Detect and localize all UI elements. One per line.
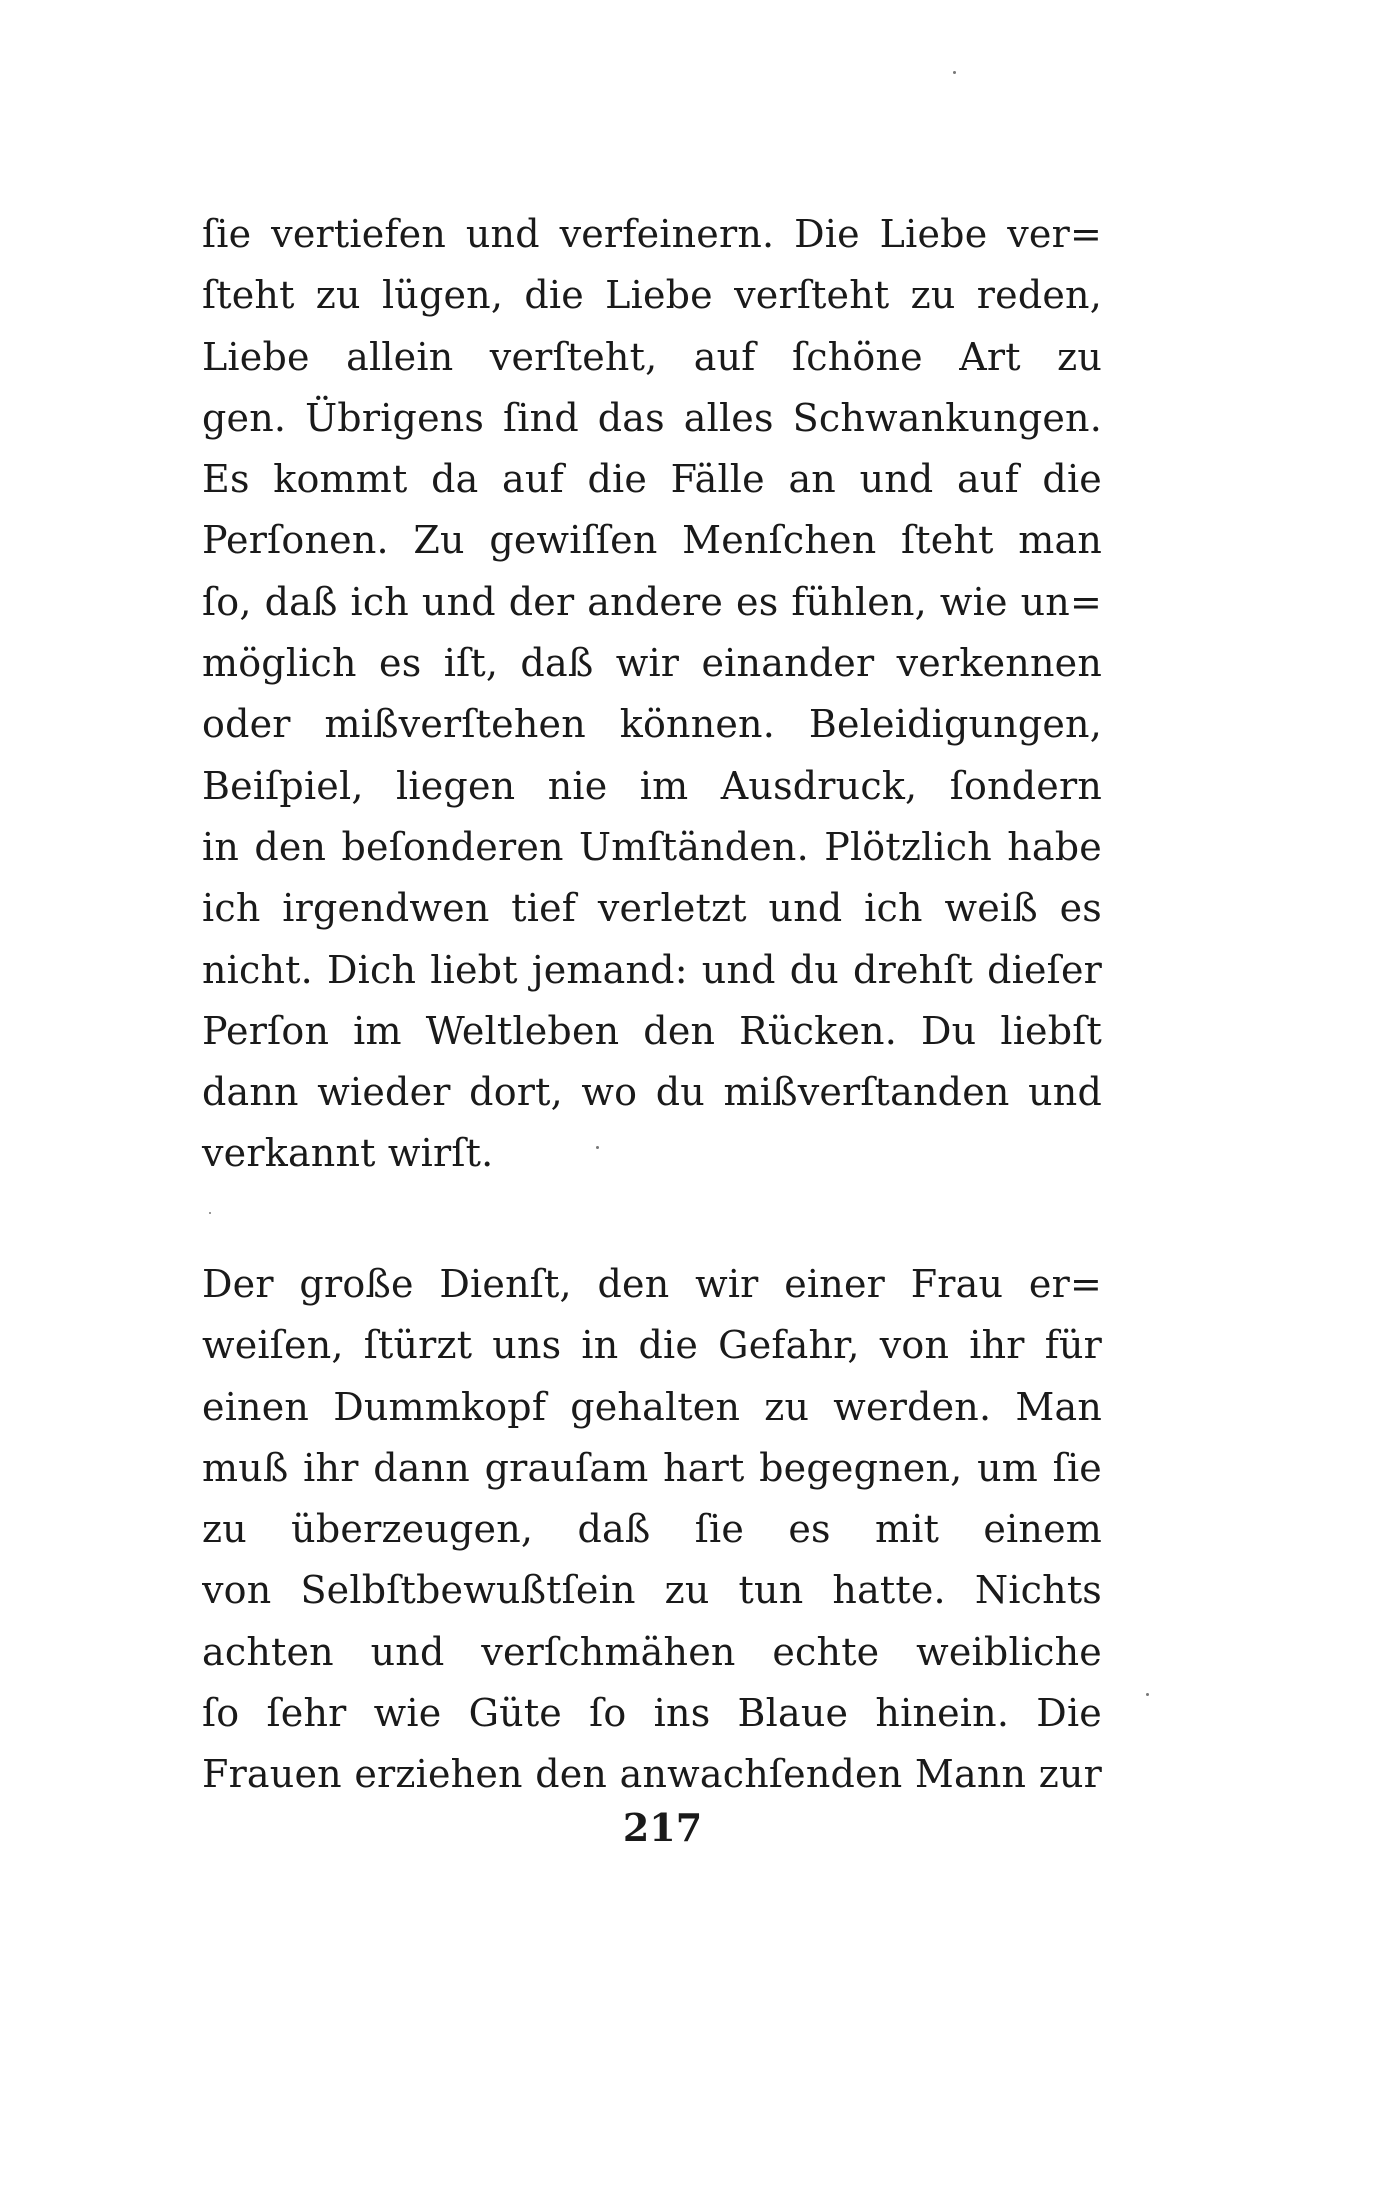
page-number-text: 217 bbox=[622, 1805, 703, 1850]
text-line: achten und verſchmähen echte weibliche bbox=[202, 1629, 1102, 1674]
text-line: einen Dummkopf gehalten zu werden. Man bbox=[202, 1384, 1102, 1429]
paper-speck bbox=[596, 1146, 599, 1149]
text-line: Perſonen. Zu gewiſſen Menſchen ſteht man bbox=[202, 518, 1102, 563]
text-line: Es kommt da auf die Fälle an und auf die bbox=[202, 457, 1102, 502]
text-line: nicht. Dich liebt jemand: und du drehſt dieſer bbox=[202, 947, 1102, 992]
text-line: oder mißverſtehen können. Beleidigungen, bbox=[202, 702, 1102, 747]
text-line: ſie vertiefen und verfeinern. Die Liebe ver= bbox=[202, 212, 1102, 256]
text-line: gen. Übrigens ſind das alles Schwankungen. bbox=[202, 395, 1102, 440]
text-line: Perſon im Weltleben den Rücken. Du liebſt bbox=[202, 1008, 1102, 1053]
text-line: Frauen erziehen den anwachſenden Mann zur bbox=[202, 1752, 1102, 1797]
text-line: Liebe allein verſteht, auf ſchöne Art zu bbox=[202, 334, 1102, 379]
paragraph-1 bbox=[202, 204, 1102, 1185]
text-line: ſo ſehr wie Güte ſo ins Blaue hinein. Die bbox=[202, 1691, 1102, 1736]
page-number bbox=[0, 1805, 1383, 1850]
text-line: ich irgendwen tief verletzt und ich weiß es bbox=[202, 886, 1102, 931]
text-line: Der große Dienſt, den wir einer Frau er= bbox=[202, 1262, 1102, 1306]
text-line: Beiſpiel, liegen nie im Ausdruck, ſondern bbox=[202, 763, 1102, 808]
paper-speck bbox=[953, 71, 956, 74]
text-line: weiſen, ſtürzt uns in die Gefahr, von ihr für bbox=[202, 1323, 1102, 1368]
text-line: zu überzeugen, daß ſie es mit einem bbox=[202, 1507, 1102, 1552]
paragraph-2 bbox=[202, 1254, 1102, 1806]
paper-speck bbox=[209, 1212, 211, 1214]
text-line: ſteht zu lügen, die Liebe verſteht zu reden, bbox=[202, 273, 1102, 318]
paper-speck bbox=[1146, 1693, 1149, 1696]
text-line-last: verkannt wirſt. bbox=[202, 1131, 494, 1176]
text-line: in den beſonderen Umſtänden. Plötzlich habe bbox=[202, 824, 1102, 869]
text-line: von Selbſtbewußtſein zu tun hatte. Nichts bbox=[202, 1568, 1102, 1613]
text-line: dann wieder dort, wo du mißverſtanden und bbox=[202, 1070, 1102, 1115]
text-line: ſo, daß ich und der andere es fühlen, wie un= bbox=[202, 579, 1102, 624]
text-line: möglich es iſt, daß wir einander verkennen bbox=[202, 641, 1102, 686]
text-line: muß ihr dann grauſam hart begegnen, um ſie bbox=[202, 1445, 1102, 1490]
